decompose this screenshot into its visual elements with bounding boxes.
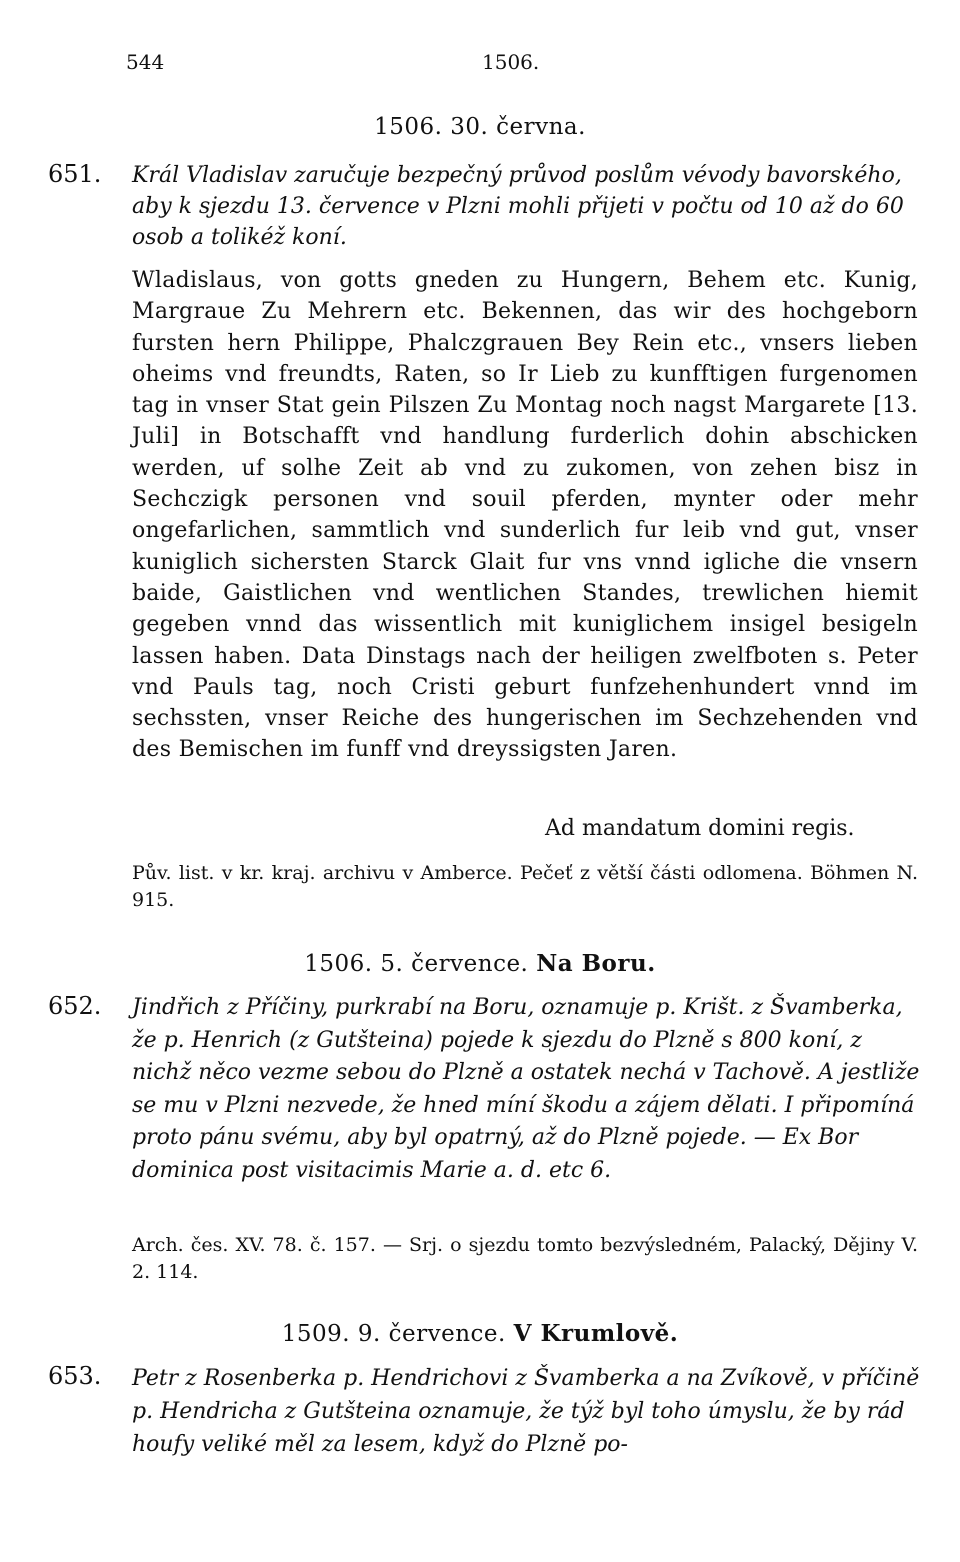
entry-652-date-place: Na Boru. — [536, 950, 656, 977]
entry-651-number: 651. — [48, 160, 102, 188]
entry-651-text: Wladislaus, von gotts gneden zu Hungern, Behem etc. Kunig, Margraue Zu Mehrern etc. Bekennen, das wir des hochgeborn fursten hern Philippe, Phalczgrauen Bey Rein etc., vnsers lieben oheims vnd freundts, Raten, so Ir Lieb zu kunfftigen furgenomen tag in vnser Stat gein Pilszen Zu Montag noch nagst Margarete [13. Juli] in Botschafft vnd handlung furderlich dohin abschicken werden, uf solhe Zeit ab vnd zu zukomen, von zehen bisz in Sechczigk personen vnd souil pferden, mynter oder mehr ongefarlichen, sammtlich vnd sunderlich fur leib vnd gut, vnser kuniglich sichersten Starck Glait fur vns vnnd igliche die vnsern baide, Gaistlichen vnd wentlichen Standes, trewlichen hiemit gegeben vnnd das wissentlich mit kuniglichem insigel besigeln lassen haben. Data Dinstags nach der heiligen zwelfboten s. Peter vnd Pauls tag, noch Cristi geburt funfzehenhundert vnnd im sechssten, vnser Reiche des hungerischen im Sechzehenden vnd des Bemischen im funff vnd dreyssigsten Jaren. — [132, 268, 918, 763]
entry-651-source-note: Pův. list. v kr. kraj. archivu v Amberce. Pečeť z větší části odlomena. Böhmen N. 915. — [132, 862, 918, 911]
entry-652-date — [0, 950, 960, 977]
entry-653-date-place: V Krumlově. — [513, 1320, 679, 1347]
entry-652-source-note: Arch. čes. XV. 78. č. 157. — Srj. o sjezdu tomto bezvýsledném, Palacký, Dějiny V. 2. 114. — [132, 1234, 918, 1283]
entry-651-date: 1506. 30. června. — [374, 114, 586, 140]
entry-651-closing: Ad mandatum domini regis. — [545, 816, 855, 841]
entry-653-date-main: 1509. 9. července. — [281, 1321, 506, 1347]
entry-653-regest: Petr z Rosenberka p. Hendrichovi z Švamberka a na Zvíkově, v příčině p. Hendricha z Gutšteina oznamuje, že týž byl toho úmyslu, že by rád houfy veliké měl za lesem, když do Plzně po- — [132, 1366, 920, 1457]
entry-652-date-main: 1506. 5. července. — [304, 951, 529, 977]
page-number: 544 — [126, 50, 165, 74]
running-head: 1506. — [482, 50, 540, 74]
entry-653-number: 653. — [48, 1362, 102, 1390]
entry-653-date — [0, 1320, 960, 1347]
entry-652-regest: Jindřich z Příčiny, purkrabí na Boru, oznamuje p. Krišt. z Švamberka, že p. Henrich (z Gutšteina) pojede k sjezdu do Plzně s 800 koní, z nichž něco vezme sebou do Plzně a ostatek nechá v Tachově. A jestliže se mu v Plzni nezvede, že hned míní škodu a zájem dělati. I připomíná proto pánu svému, aby byl opatrný, až do Plzně pojede. — Ex Bor dominica post visitacimis Marie a. d. etc 6. — [132, 995, 920, 1183]
entry-651-regest: Král Vladislav zaručuje bezpečný průvod poslům vévody bavorského, aby k sjezdu 13. července v Plzni mohli přijeti v počtu od 10 až do 60 osob a tolikéž koní. — [132, 163, 904, 250]
entry-652-number: 652. — [48, 992, 102, 1020]
